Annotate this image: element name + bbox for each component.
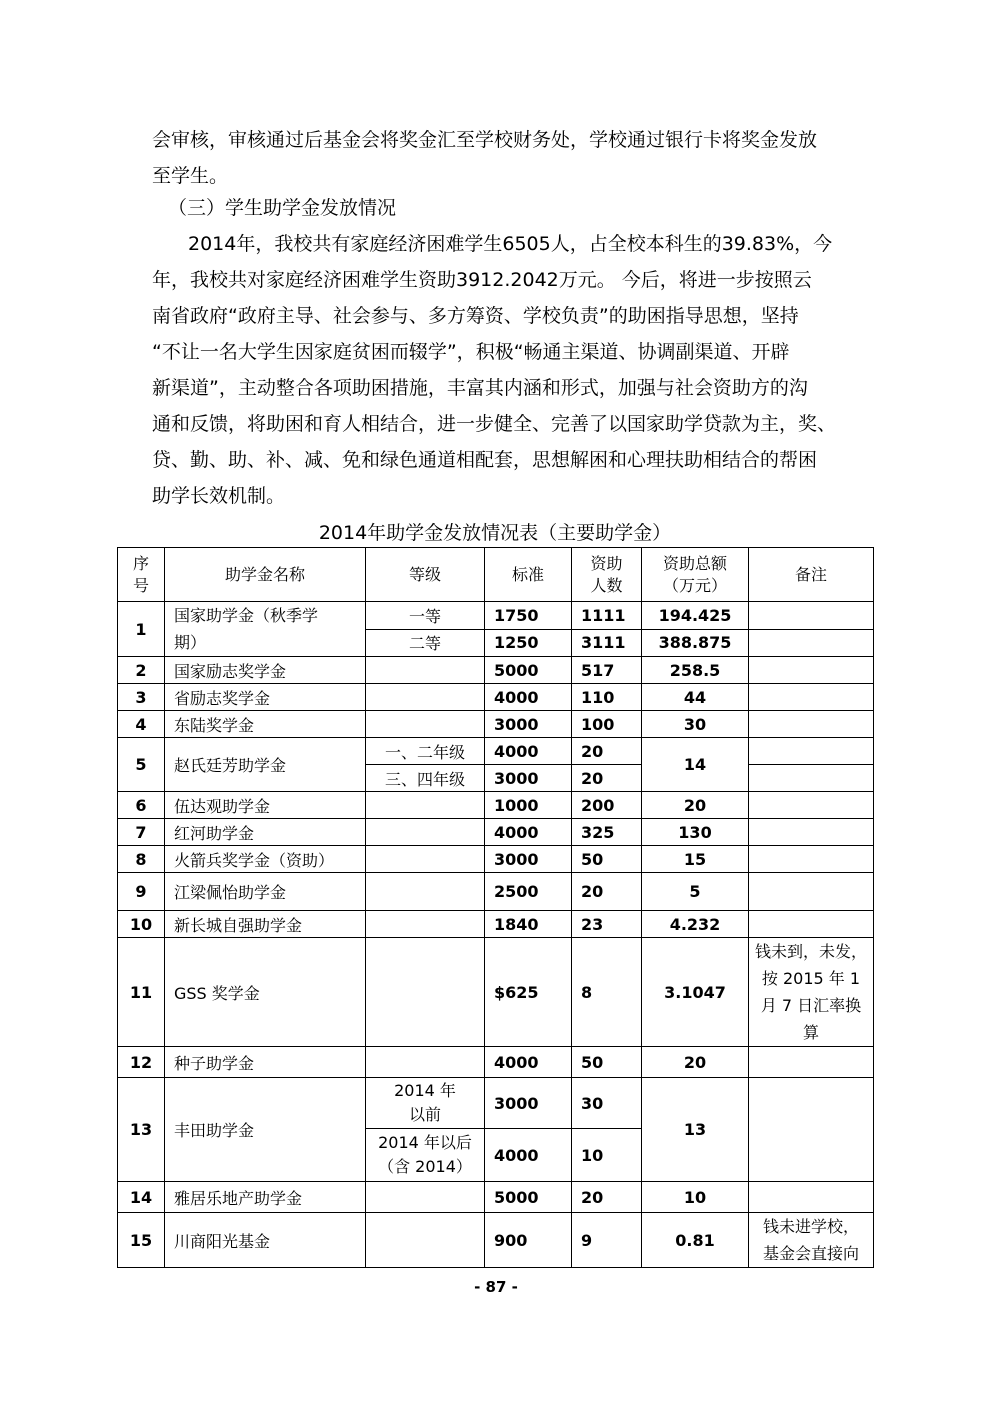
cell-note xyxy=(749,1078,874,1182)
header-grade: 等级 xyxy=(366,548,485,602)
cell-note xyxy=(749,873,874,911)
cell-name: 伍达观助学金 xyxy=(165,792,366,819)
cell-note: 钱未到，未发， 按 2015 年 1 月 7 日汇率换 算 xyxy=(749,938,874,1047)
cell-people: 200 xyxy=(572,792,642,819)
text-line: 新渠道”，主动整合各项助困措施，丰富其内涵和形式，加强与社会资助方的沟 xyxy=(152,377,808,399)
text-line: 至学生。 xyxy=(152,165,229,187)
cell-name: 丰田助学金 xyxy=(165,1078,366,1182)
cell-standard: 900 xyxy=(485,1213,572,1268)
cell-seq: 6 xyxy=(118,792,165,819)
cell-grade xyxy=(366,1182,485,1213)
cell-people: 50 xyxy=(572,846,642,873)
cell-name: 江梁佩怡助学金 xyxy=(165,873,366,911)
table-row xyxy=(118,792,874,819)
cell-people: 20 xyxy=(572,765,642,792)
cell-note xyxy=(749,846,874,873)
cell-standard: 3000 xyxy=(485,846,572,873)
cell-standard: 4000 xyxy=(485,819,572,846)
cell-total: 30 xyxy=(642,711,749,738)
table-row xyxy=(118,1182,874,1213)
cell-standard: $625 xyxy=(485,938,572,1047)
cell-name: 国家助学金（秋季学 期） xyxy=(165,602,366,657)
cell-grade xyxy=(366,938,485,1047)
cell-people: 100 xyxy=(572,711,642,738)
cell-seq: 8 xyxy=(118,846,165,873)
header-total: 资助总额 （万元） xyxy=(642,548,749,602)
cell-standard: 5000 xyxy=(485,1182,572,1213)
cell-name: 东陆奖学金 xyxy=(165,711,366,738)
cell-people: 23 xyxy=(572,911,642,938)
table-row xyxy=(118,1213,874,1268)
cell-seq: 1 xyxy=(118,602,165,657)
cell-standard: 3000 xyxy=(485,765,572,792)
text-line: 南省政府“政府主导、社会参与、多方筹资、学校负责”的助困指导思想，坚持 xyxy=(152,305,799,327)
cell-total: 20 xyxy=(642,792,749,819)
cell-grade: 三、四年级 xyxy=(366,765,485,792)
cell-people: 110 xyxy=(572,684,642,711)
cell-name: 火箭兵奖学金（资助） xyxy=(165,846,366,873)
cell-seq: 11 xyxy=(118,938,165,1047)
cell-grade: 2014 年 以前 xyxy=(366,1078,485,1129)
cell-people: 9 xyxy=(572,1213,642,1268)
cell-grade xyxy=(366,873,485,911)
cell-total: 20 xyxy=(642,1047,749,1078)
cell-name: 新长城自强助学金 xyxy=(165,911,366,938)
header-name: 助学金名称 xyxy=(165,548,366,602)
cell-name: 种子助学金 xyxy=(165,1047,366,1078)
cell-people: 50 xyxy=(572,1047,642,1078)
cell-total: 15 xyxy=(642,846,749,873)
cell-people: 517 xyxy=(572,657,642,684)
table-row xyxy=(118,938,874,1047)
cell-seq: 2 xyxy=(118,657,165,684)
cell-standard: 4000 xyxy=(485,738,572,765)
table-row xyxy=(118,819,874,846)
cell-grade xyxy=(366,1047,485,1078)
cell-name: 雅居乐地产助学金 xyxy=(165,1182,366,1213)
cell-people: 20 xyxy=(572,873,642,911)
cell-note xyxy=(749,684,874,711)
cell-note xyxy=(749,1182,874,1213)
text-line: 2014年，我校共有家庭经济困难学生6505人，占全校本科生的39.83%，今 xyxy=(188,233,833,255)
cell-standard: 3000 xyxy=(485,711,572,738)
cell-grade xyxy=(366,911,485,938)
cell-note xyxy=(749,765,874,792)
page-number: - 87 - xyxy=(474,1278,518,1296)
cell-note xyxy=(749,711,874,738)
cell-grade xyxy=(366,711,485,738)
cell-note xyxy=(749,602,874,630)
cell-people: 1111 xyxy=(572,602,642,630)
cell-standard: 4000 xyxy=(485,684,572,711)
paragraph-assistance xyxy=(152,226,852,514)
text-line: 年，我校共对家庭经济困难学生资助3912.2042万元。 今后，将进一步按照云 xyxy=(152,269,812,291)
cell-note xyxy=(749,629,874,657)
table-header-row xyxy=(118,548,874,602)
cell-name: 赵氏廷芳助学金 xyxy=(165,738,366,792)
header-standard: 标准 xyxy=(485,548,572,602)
cell-note xyxy=(749,792,874,819)
cell-note xyxy=(749,911,874,938)
header-note: 备注 xyxy=(749,548,874,602)
cell-note xyxy=(749,1047,874,1078)
cell-note: 钱未进学校， 基金会直接向 xyxy=(749,1213,874,1268)
cell-seq: 9 xyxy=(118,873,165,911)
cell-people: 8 xyxy=(572,938,642,1047)
table-row xyxy=(118,846,874,873)
cell-people: 30 xyxy=(572,1078,642,1129)
text-line: “不让一名大学生因家庭贫困而辍学”，积极“畅通主渠道、协调副渠道、开辟 xyxy=(152,341,790,363)
table-row xyxy=(118,1078,874,1129)
header-seq: 序 号 xyxy=(118,548,165,602)
text-line: 助学长效机制。 xyxy=(152,485,286,507)
grant-table xyxy=(117,547,874,1268)
cell-seq: 10 xyxy=(118,911,165,938)
cell-note xyxy=(749,819,874,846)
table-row xyxy=(118,711,874,738)
cell-grade: 一等 xyxy=(366,602,485,630)
cell-standard: 5000 xyxy=(485,657,572,684)
cell-people: 20 xyxy=(572,1182,642,1213)
cell-total: 13 xyxy=(642,1078,749,1182)
text-line: 通和反馈，将助困和育人相结合，进一步健全、完善了以国家助学贷款为主，奖、 xyxy=(152,413,837,435)
cell-total: 5 xyxy=(642,873,749,911)
table-row xyxy=(118,1047,874,1078)
table-row xyxy=(118,657,874,684)
cell-note xyxy=(749,657,874,684)
cell-people: 325 xyxy=(572,819,642,846)
cell-total: 44 xyxy=(642,684,749,711)
cell-seq: 5 xyxy=(118,738,165,792)
table-row xyxy=(118,873,874,911)
cell-standard: 1840 xyxy=(485,911,572,938)
cell-total: 388.875 xyxy=(642,629,749,657)
cell-standard: 1000 xyxy=(485,792,572,819)
table-row xyxy=(118,602,874,630)
cell-standard: 3000 xyxy=(485,1078,572,1129)
table-row xyxy=(118,684,874,711)
text-line: 贷、勤、助、补、减、免和绿色通道相配套，思想解困和心理扶助相结合的帮困 xyxy=(152,449,818,471)
cell-standard: 1750 xyxy=(485,602,572,630)
cell-seq: 12 xyxy=(118,1047,165,1078)
table-row xyxy=(118,911,874,938)
cell-standard: 2500 xyxy=(485,873,572,911)
cell-name: 红河助学金 xyxy=(165,819,366,846)
cell-total: 10 xyxy=(642,1182,749,1213)
cell-seq: 3 xyxy=(118,684,165,711)
cell-total: 0.81 xyxy=(642,1213,749,1268)
section-subheading: （三）学生助学金发放情况 xyxy=(168,197,397,219)
cell-people: 3111 xyxy=(572,629,642,657)
cell-grade: 一、二年级 xyxy=(366,738,485,765)
cell-grade xyxy=(366,819,485,846)
table-row xyxy=(118,738,874,765)
cell-name: GSS 奖学金 xyxy=(165,938,366,1047)
cell-name: 国家励志奖学金 xyxy=(165,657,366,684)
cell-grade: 二等 xyxy=(366,629,485,657)
cell-seq: 13 xyxy=(118,1078,165,1182)
cell-people: 10 xyxy=(572,1129,642,1182)
cell-name: 川商阳光基金 xyxy=(165,1213,366,1268)
cell-seq: 14 xyxy=(118,1182,165,1213)
cell-standard: 1250 xyxy=(485,629,572,657)
cell-total: 4.232 xyxy=(642,911,749,938)
cell-seq: 7 xyxy=(118,819,165,846)
cell-grade xyxy=(366,1213,485,1268)
cell-standard: 4000 xyxy=(485,1047,572,1078)
cell-grade: 2014 年以后 （含 2014） xyxy=(366,1129,485,1182)
paragraph-continued xyxy=(152,122,852,194)
cell-grade xyxy=(366,684,485,711)
cell-name: 省励志奖学金 xyxy=(165,684,366,711)
text-line: 会审核，审核通过后基金会将奖金汇至学校财务处，学校通过银行卡将奖金发放 xyxy=(152,129,818,151)
cell-seq: 4 xyxy=(118,711,165,738)
cell-standard: 4000 xyxy=(485,1129,572,1182)
cell-total: 130 xyxy=(642,819,749,846)
cell-grade xyxy=(366,792,485,819)
cell-people: 20 xyxy=(572,738,642,765)
cell-seq: 15 xyxy=(118,1213,165,1268)
header-people: 资助 人数 xyxy=(572,548,642,602)
table-caption: 2014年助学金发放情况表（主要助学金） xyxy=(318,522,672,544)
cell-grade xyxy=(366,846,485,873)
cell-note xyxy=(749,738,874,765)
cell-grade xyxy=(366,657,485,684)
cell-total: 194.425 xyxy=(642,602,749,630)
cell-total: 258.5 xyxy=(642,657,749,684)
cell-total: 14 xyxy=(642,738,749,792)
cell-total: 3.1047 xyxy=(642,938,749,1047)
